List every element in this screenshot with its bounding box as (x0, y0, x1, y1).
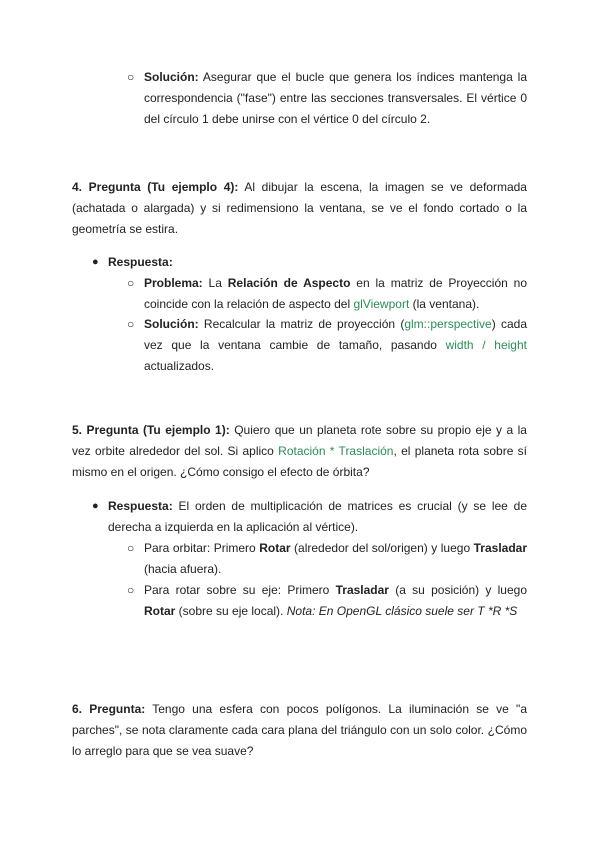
answer-4-solution (144, 314, 527, 377)
orbit-text: (alrededor del sol/origen) y luego (290, 541, 474, 555)
orbit-text: Para orbitar: Primero (144, 541, 260, 555)
solution-label: Solución: (144, 70, 199, 84)
question-4-text: Al dibujar la escena, la imagen se ve deformada (achatada o alargada) y si redimensiono la ventana, se ve el fondo cortado o la geometría se estira. (72, 180, 527, 236)
solution-label: Solución: (144, 317, 199, 331)
question-6-text: Tengo una esfera con pocos polígonos. La iluminación se ve "a parches", se nota claramente cada cara plana del triángulo con un solo color. ¿Cómo lo arreglo para que se vea suave? (72, 702, 527, 758)
code-width-height: width / height (445, 338, 527, 352)
answer-4-problem (144, 273, 527, 315)
answer-label: Respuesta: (108, 255, 173, 269)
problem-text: (la ventana). (409, 297, 480, 311)
spin-text: Para rotar sobre su eje: Primero (144, 583, 336, 597)
question-5-text: Quiero que un planeta rote sobre su propio eje y a la vez orbite alrededor del sol. Si aplico (72, 423, 527, 458)
answer-label: Respuesta: (108, 499, 173, 513)
rotate-term: Rotar (144, 604, 176, 618)
orbit-text: (hacia afuera). (144, 562, 222, 576)
question-4 (72, 177, 527, 240)
answer-text: El orden de multiplicación de matrices es crucial (y se lee de derecha a izquierda en la aplicación al vértice). (108, 499, 527, 534)
translate-term: Trasladar (473, 541, 528, 555)
question-5-text: , el planeta rota sobre sí mismo en el origen. ¿Cómo consigo el efecto de órbita? (72, 444, 527, 479)
solution-text: actualizados. (144, 359, 215, 373)
problem-text: en la matriz de Proyección no coincide con la relación de aspecto del (144, 276, 528, 311)
prev-solution-item (144, 67, 527, 130)
aspect-ratio-term: Relación de Aspecto (227, 276, 351, 290)
answer-4-heading (108, 252, 527, 273)
bullet-icon: ● (92, 256, 99, 268)
spin-text: (a su posición) y luego (388, 583, 527, 597)
rotate-term: Rotar (259, 541, 291, 555)
answer-5 (108, 496, 527, 538)
solution-text: ) cada vez que la ventana cambie de tamaño, pasando (144, 317, 528, 352)
solution-text: Asegurar que el bucle que genera los índices mantenga la correspondencia ("fase") entre las secciones transversales. El vértice 0 del círculo 1 debe unirse con el vértice 0 del círculo 2. (144, 70, 527, 126)
solution-text: Recalcular la matriz de proyección ( (198, 317, 405, 331)
question-6 (72, 699, 527, 762)
circle-bullet-icon: ○ (127, 276, 135, 290)
circle-bullet-icon: ○ (127, 317, 135, 331)
code-rotation-translation: Rotación * Traslación (278, 444, 394, 458)
translate-term: Trasladar (335, 583, 389, 597)
question-4-label: 4. Pregunta (Tu ejemplo 4): (72, 180, 239, 194)
answer-5-spin (144, 580, 527, 622)
circle-bullet-icon: ○ (127, 70, 135, 84)
problem-label: Problema: (144, 276, 203, 290)
circle-bullet-icon: ○ (127, 583, 135, 597)
question-5-label: 5. Pregunta (Tu ejemplo 1): (72, 423, 230, 437)
problem-text: La (202, 276, 228, 290)
opengl-note: Nota: En OpenGL clásico suele ser T *R *S (286, 604, 518, 618)
question-5 (72, 420, 527, 483)
spin-text: (sobre su eje local). (175, 604, 287, 618)
answer-5-orbit (144, 538, 527, 580)
question-6-label: 6. Pregunta: (72, 702, 146, 716)
circle-bullet-icon: ○ (127, 541, 135, 555)
bullet-icon: ● (92, 500, 99, 512)
code-glviewport: glViewport (353, 297, 410, 311)
code-glm-perspective: glm::perspective (404, 317, 492, 331)
